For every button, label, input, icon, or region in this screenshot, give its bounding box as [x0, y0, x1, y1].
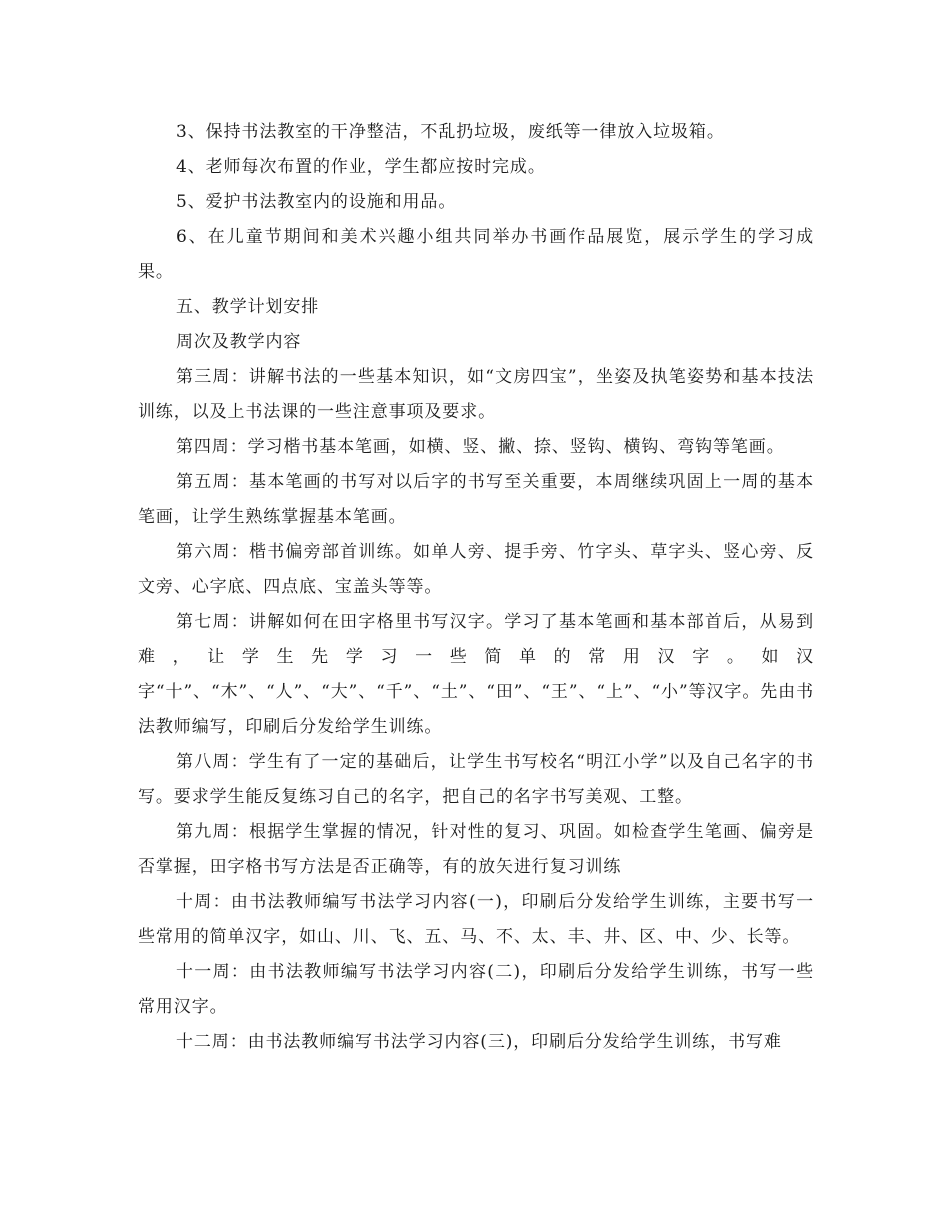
- document-body: [138, 115, 814, 1060]
- week-12-paragraph: 十二周：由书法教师编写书法学习内容(三)，印刷后分发给学生训练，书写难: [176, 1032, 782, 1052]
- rule-item-3: 3、保持书法教室的干净整洁，不乱扔垃圾，废纸等一律放入垃圾箱。: [176, 122, 725, 142]
- rule-item-5: 5、爱护书法教室内的设施和用品。: [176, 192, 457, 212]
- subsection-heading: 周次及教学内容: [176, 332, 302, 352]
- week-5-paragraph: 第五周：基本笔画的书写对以后字的书写至关重要，本周继续巩固上一周的基本笔画，让学生熟练掌握基本笔画。: [138, 472, 814, 527]
- week-6-paragraph: 第六周：楷书偏旁部首训练。如单人旁、提手旁、竹字头、草字头、竖心旁、反文旁、心字底、四点底、宝盖头等等。: [138, 542, 814, 597]
- rule-item-6: 6、在儿童节期间和美术兴趣小组共同举办书画作品展览，展示学生的学习成果。: [138, 227, 814, 282]
- week-11-paragraph: 十一周：由书法教师编写书法学习内容(二)，印刷后分发给学生训练，书写一些常用汉字。: [138, 962, 814, 1017]
- week-7-paragraph: 第七周：讲解如何在田字格里书写汉字。学习了基本笔画和基本部首后，从易到难，让学生先学习一些简单的常用汉字。如汉字“十”、“木”、“人”、“大”、“千”、“土”、“田”、“王”、“上”、“小”等汉字。先由书法教师编写，印刷后分发给学生训练。: [138, 612, 814, 737]
- week-3-paragraph: 第三周：讲解书法的一些基本知识，如“文房四宝”，坐姿及执笔姿势和基本技法训练，以及上书法课的一些注意事项及要求。: [138, 367, 814, 422]
- week-10-paragraph: 十周：由书法教师编写书法学习内容(一)，印刷后分发给学生训练，主要书写一些常用的简单汉字，如山、川、飞、五、马、不、太、丰、井、区、中、少、长等。: [138, 892, 814, 947]
- rule-item-4: 4、老师每次布置的作业，学生都应按时完成。: [176, 157, 546, 177]
- section-heading: 五、教学计划安排: [176, 297, 320, 317]
- week-4-paragraph: 第四周：学习楷书基本笔画，如横、竖、撇、捺、竖钩、横钩、弯钩等笔画。: [176, 437, 785, 457]
- week-8-paragraph: 第八周：学生有了一定的基础后，让学生书写校名“明江小学”以及自己名字的书写。要求学生能反复练习自己的名字，把自己的名字书写美观、工整。: [138, 752, 814, 807]
- week-9-paragraph: 第九周：根据学生掌握的情况，针对性的复习、巩固。如检查学生笔画、偏旁是否掌握，田字格书写方法是否正确等，有的放矢进行复习训练: [138, 822, 814, 877]
